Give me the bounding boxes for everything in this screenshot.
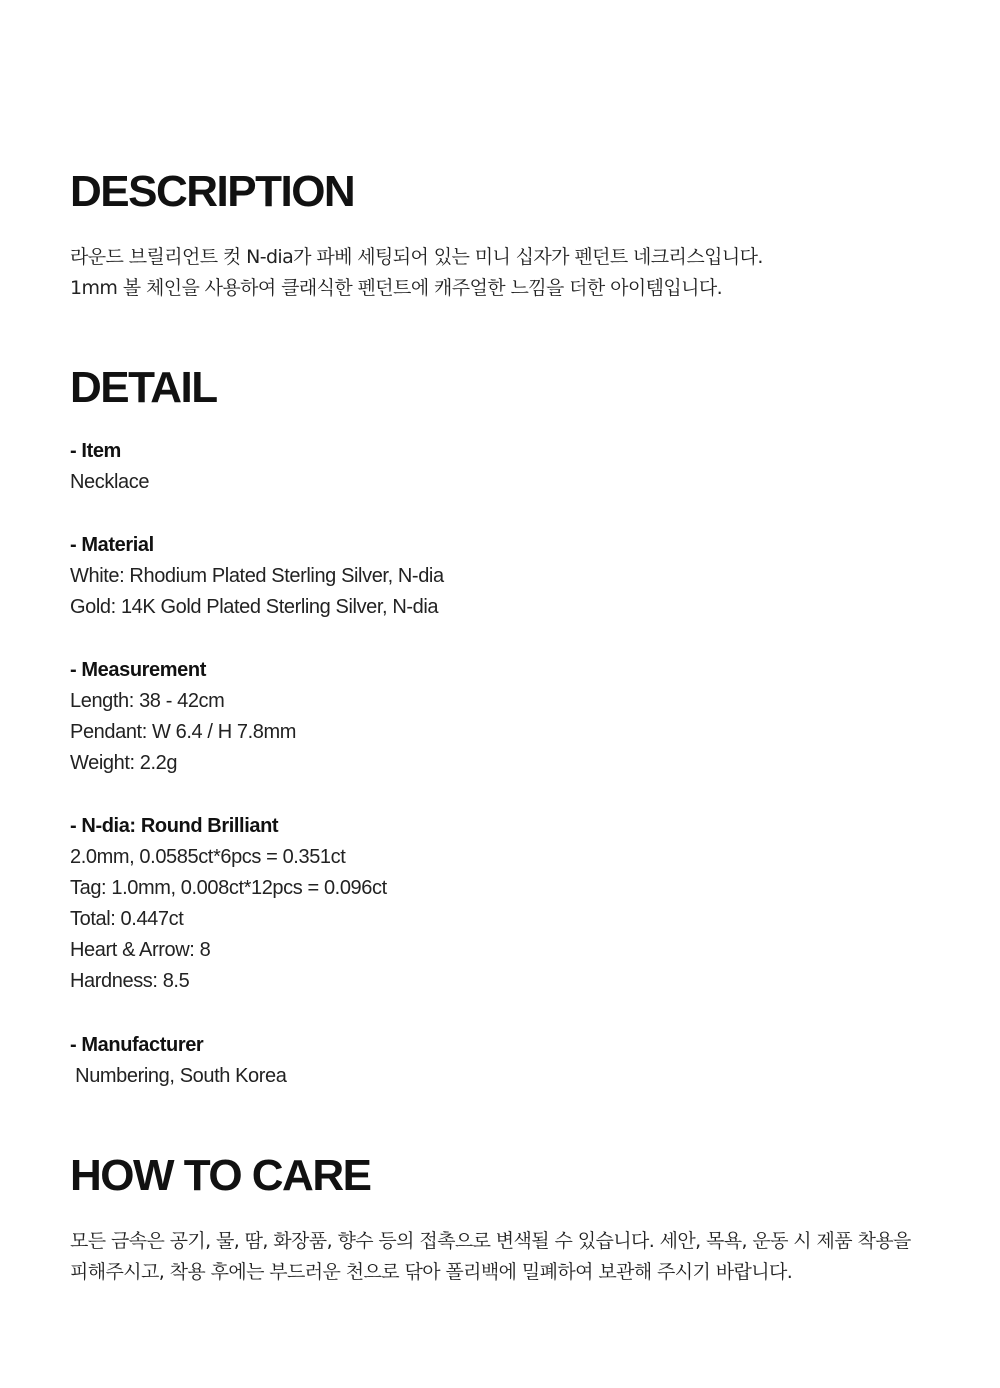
detail-value: Necklace bbox=[70, 471, 150, 493]
detail-value: White: Rhodium Plated Sterling Silver, N-dia bbox=[70, 565, 444, 587]
detail-manufacturer-group bbox=[70, 1030, 950, 1092]
care-text bbox=[70, 1226, 950, 1288]
description-line: 라운드 브릴리언트 컷 N-dia가 파베 세팅되어 있는 미니 십자가 펜던트 네크리스입니다. bbox=[70, 246, 763, 268]
detail-value: Length: 38 - 42cm bbox=[70, 690, 225, 712]
detail-value: Heart & Arrow: 8 bbox=[70, 939, 211, 961]
detail-value: Total: 0.447ct bbox=[70, 908, 184, 930]
detail-label: - Material bbox=[70, 534, 154, 556]
care-line: 모든 금속은 공기, 물, 땀, 화장품, 향수 등의 접촉으로 변색될 수 있습니다. 세안, 목욕, 운동 시 제품 착용을 bbox=[70, 1230, 911, 1252]
detail-value: Numbering, South Korea bbox=[70, 1065, 287, 1087]
detail-heading: DETAIL bbox=[70, 363, 217, 412]
detail-value: Hardness: 8.5 bbox=[70, 970, 190, 992]
detail-label: - Item bbox=[70, 440, 121, 462]
description-line: 1mm 볼 체인을 사용하여 클래식한 펜던트에 캐주얼한 느낌을 더한 아이템입니다. bbox=[70, 277, 723, 299]
care-line: 피해주시고, 착용 후에는 부드러운 천으로 닦아 폴리백에 밀폐하여 보관해 주시기 바랍니다. bbox=[70, 1261, 793, 1283]
detail-value: Weight: 2.2g bbox=[70, 752, 178, 774]
detail-measurement-group bbox=[70, 655, 950, 779]
detail-material-group bbox=[70, 530, 950, 623]
description-heading: DESCRIPTION bbox=[70, 167, 355, 216]
detail-label: - N-dia: Round Brilliant bbox=[70, 815, 279, 837]
detail-value: 2.0mm, 0.0585ct*6pcs = 0.351ct bbox=[70, 846, 346, 868]
detail-label: - Measurement bbox=[70, 659, 206, 681]
detail-item-group bbox=[70, 436, 950, 498]
detail-value: Tag: 1.0mm, 0.008ct*12pcs = 0.096ct bbox=[70, 877, 387, 899]
detail-label: - Manufacturer bbox=[70, 1034, 204, 1056]
description-text bbox=[70, 242, 950, 304]
care-heading: HOW TO CARE bbox=[70, 1151, 371, 1200]
detail-value: Pendant: W 6.4 / H 7.8mm bbox=[70, 721, 297, 743]
detail-value: Gold: 14K Gold Plated Sterling Silver, N-dia bbox=[70, 596, 439, 618]
detail-ndia-group bbox=[70, 811, 950, 997]
